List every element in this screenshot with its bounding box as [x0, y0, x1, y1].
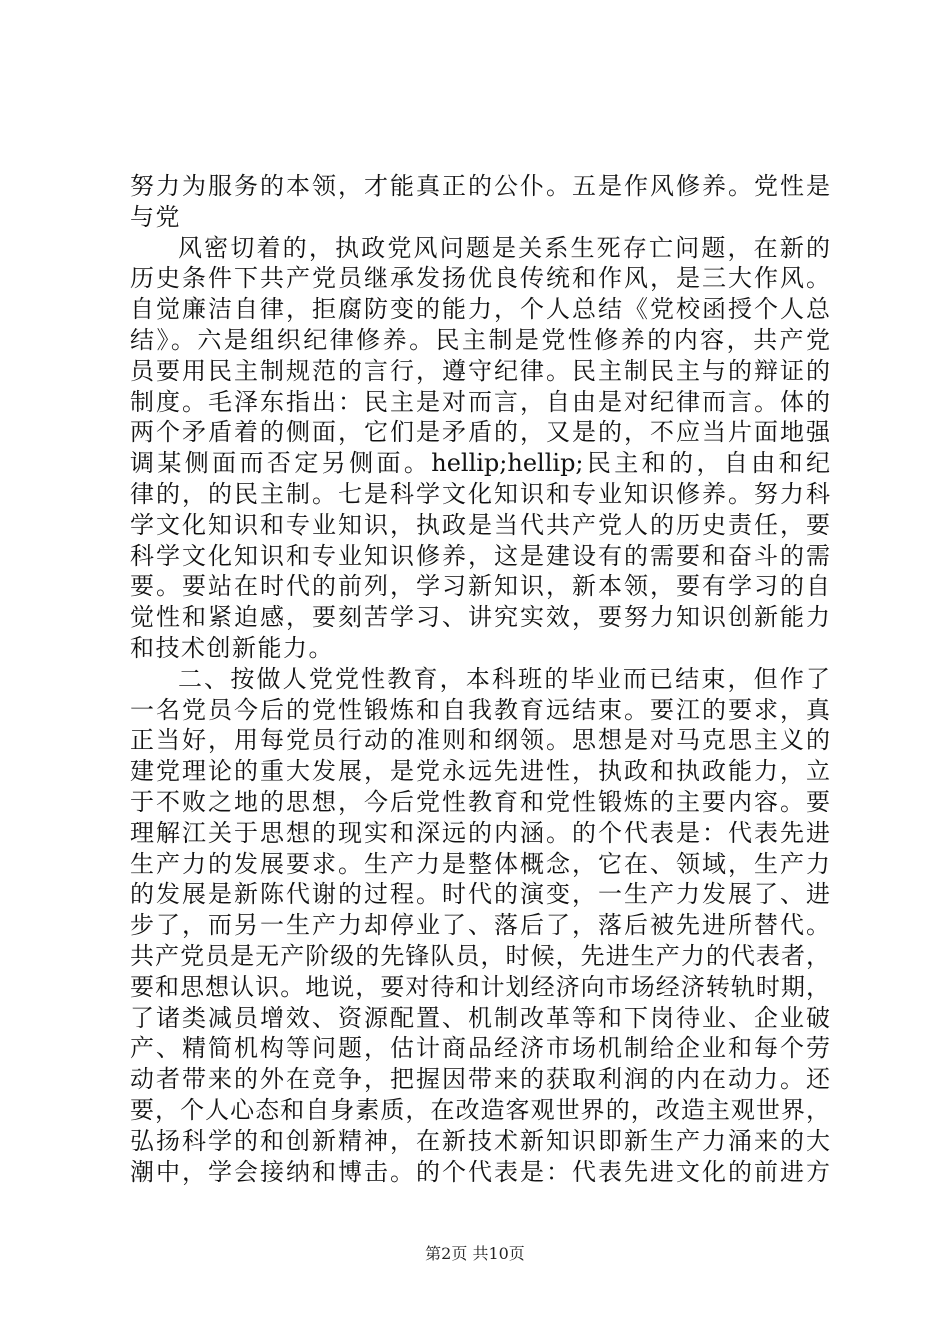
text-line: 潮中，学会接纳和博击。的个代表是：代表先进文化的前进方 — [130, 1157, 830, 1186]
text-line: 的发展是新陈代谢的过程。时代的演变，一生产力发展了、进 — [130, 880, 830, 909]
text-line: 要，个人心态和自身素质，在改造客观世界的，改造主观世界， — [130, 1095, 830, 1124]
document-body — [130, 171, 830, 1187]
text-line: 和技术创新能力。 — [130, 633, 334, 662]
text-line: 制度。毛泽东指出：民主是对而言，自由是对纪律而言。体的 — [130, 387, 830, 416]
text-line: 一名党员今后的党性锻炼和自我教育远结束。要江的要求，真 — [130, 695, 830, 724]
text-line: 理解江关于思想的现实和深远的内涵。的个代表是：代表先进 — [130, 818, 830, 847]
text-line: 历史条件下共产党员继承发扬优良传统和作风，是三大作风。 — [130, 264, 830, 293]
text-line: 要和思想认识。地说，要对待和计划经济向市场经济转轨时期， — [130, 972, 830, 1001]
text-line: 员要用民主制规范的言行，遵守纪律。民主制民主与的辩证的 — [130, 356, 830, 385]
text-line: 动者带来的外在竞争，把握因带来的获取利润的内在动力。还 — [130, 1065, 830, 1094]
text-line: 了诸类减员增效、资源配置、机制改革等和下岗待业、企业破 — [130, 1003, 830, 1032]
text-line: 两个矛盾着的侧面，它们是矛盾的，又是的，不应当片面地强 — [130, 418, 830, 447]
paragraph-start-line: 二、按做人党党性教育，本科班的毕业而已结束，但作了 — [178, 664, 830, 693]
text-line: 努力为服务的本领，才能真正的公仆。五是作风修养。党性是 — [130, 172, 830, 200]
text-line: 律的，的民主制。七是科学文化知识和专业知识修养。努力科 — [130, 479, 830, 508]
text-line: 步了，而另一生产力却停业了、落后了，落后被先进所替代。 — [130, 911, 830, 940]
text-line: 调某侧面而否定另侧面。hellip;hellip;民主和的，自由和纪 — [130, 449, 830, 478]
text-line: 结》。六是组织纪律修养。民主制是党性修养的内容，共产党 — [130, 325, 830, 354]
text-line: 共产党员是无产阶级的先锋队员，时候，先进生产力的代表者， — [130, 941, 830, 970]
text-line: 与党 — [130, 202, 181, 231]
text-line: 产、精简机构等问题，估计商品经济市场机制给企业和每个劳 — [130, 1034, 830, 1063]
page-number-footer: 第2页 共10页 — [425, 1244, 525, 1263]
paragraph-start-line: 风密切着的，执政党风问题是关系生死存亡问题，在新的 — [178, 233, 830, 262]
text-line: 自觉廉洁自律，拒腐防变的能力，个人总结《党校函授个人总 — [130, 295, 830, 324]
text-line: 要。要站在时代的前列，学习新知识，新本领，要有学习的自 — [130, 572, 830, 601]
text-line: 弘扬科学的和创新精神，在新技术新知识即新生产力涌来的大 — [130, 1126, 830, 1155]
text-line: 于不败之地的思想，今后党性教育和党性锻炼的主要内容。要 — [130, 787, 830, 816]
text-line: 建党理论的重大发展，是党永远先进性，执政和执政能力，立 — [130, 757, 830, 786]
text-line: 觉性和紧迫感，要刻苦学习、讲究实效，要努力知识创新能力 — [130, 603, 830, 632]
text-line: 正当好，用每党员行动的准则和纲领。思想是对马克思主义的 — [130, 726, 830, 755]
text-line: 科学文化知识和专业知识修养，这是建设有的需要和奋斗的需 — [130, 541, 830, 570]
text-line: 学文化知识和专业知识，执政是当代共产党人的历史责任，要 — [130, 510, 830, 539]
text-line: 生产力的发展要求。生产力是整体概念，它在、领域，生产力 — [130, 849, 830, 878]
